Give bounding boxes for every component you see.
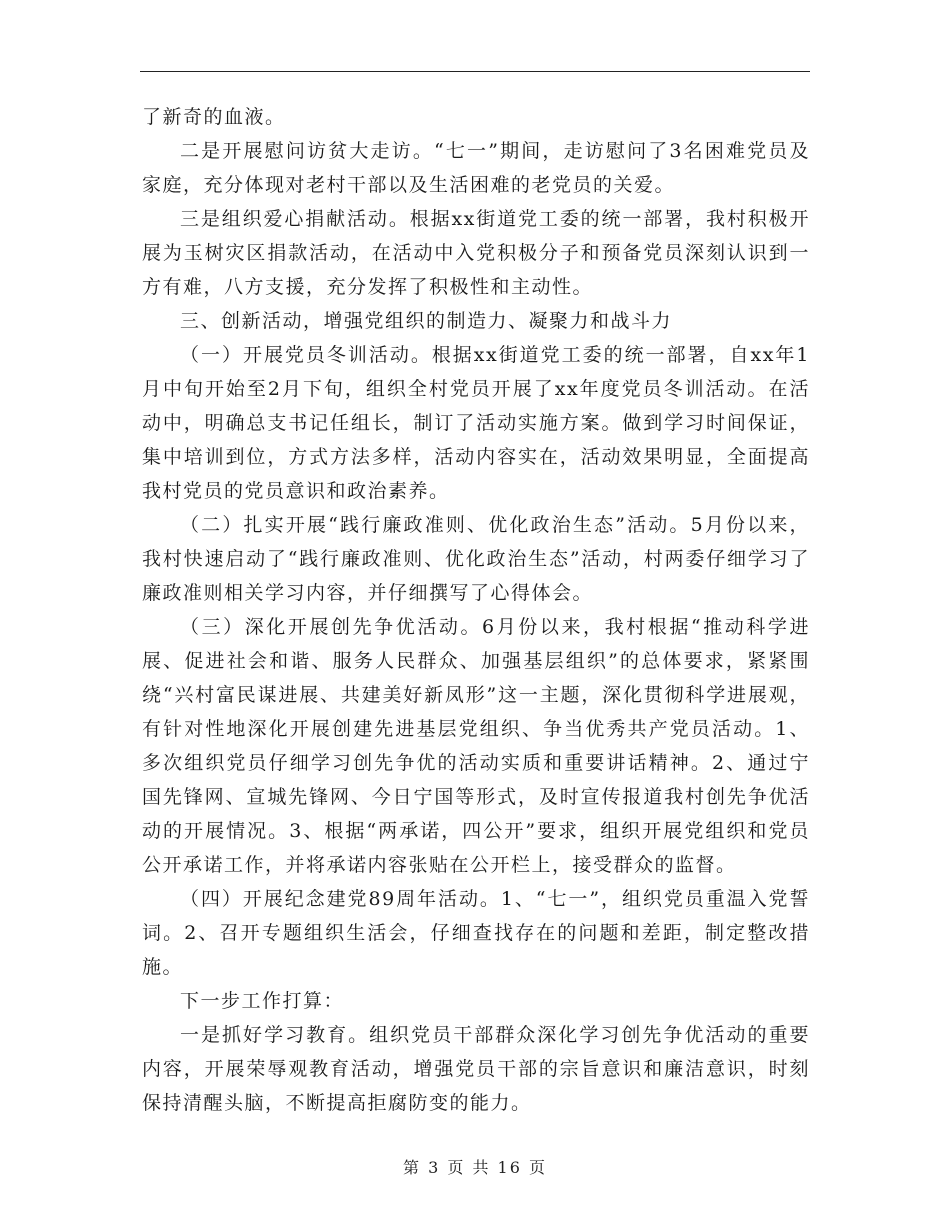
- page-number-footer: 第 3 页 共 16 页: [403, 1158, 547, 1177]
- header-rule: [140, 71, 810, 72]
- paragraph-donation: 三是组织爱心捐献活动。根据xx街道党工委的统一部署，我村积极开展为玉树灾区捐款活动，在活动中入党积极分子和预备党员深刻认识到一方有难，八方支援，充分发挥了积极性和主动性。: [142, 208, 810, 298]
- paragraph-anniversary: （四）开展纪念建党89周年活动。1、“七一”，组织党员重温入党誓词。2、召开专题组织生活会，仔细查找存在的问题和差距，制定整改措施。: [142, 888, 810, 978]
- section-heading-innovation: 三、创新活动，增强党组织的制造力、凝聚力和战斗力: [180, 310, 673, 332]
- document-body: [142, 100, 810, 1120]
- paragraph-next-steps-heading: 下一步工作打算：: [180, 990, 345, 1012]
- paragraph-study-education: 一是抓好学习教育。组织党员干部群众深化学习创先争优活动的重要内容，开展荣辱观教育活动，增强党员干部的宗旨意识和廉洁意识，时刻保持清醒头脑，不断提高拒腐防变的能力。: [142, 1024, 810, 1114]
- paragraph-continuation: 了新奇的血液。: [142, 106, 286, 128]
- paragraph-winter-training: （一）开展党员冬训活动。根据xx街道党工委的统一部署，自xx年1月中旬开始至2月下旬，组织全村党员开展了xx年度党员冬训活动。在活动中，明确总支书记任组长，制订了活动实施方案。做到学习时间保证，集中培训到位，方式方法多样，活动内容实在，活动效果明显，全面提高我村党员的党员意识和政治素养。: [142, 344, 810, 502]
- paragraph-visit-poor: 二是开展慰问访贫大走访。“七一”期间，走访慰问了3名困难党员及家庭，充分体现对老村干部以及生活困难的老党员的关爱。: [142, 140, 810, 196]
- paragraph-integrity: （二）扎实开展“践行廉政准则、优化政治生态”活动。5月份以来，我村快速启动了“践行廉政准则、优化政治生态”活动，村两委仔细学习了廉政准则相关学习内容，并仔细撰写了心得体会。: [142, 514, 810, 604]
- paragraph-excellence: （三）深化开展创先争优活动。6月份以来，我村根据“推动科学进展、促进社会和谐、服务人民群众、加强基层组织”的总体要求，紧紧围绕“兴村富民谋进展、共建美好新凤形”这一主题，深化贯彻科学进展观，有针对性地深化开展创建先进基层党组织、争当优秀共产党员活动。1、多次组织党员仔细学习创先争优的活动实质和重要讲话精神。2、通过宁国先锋网、宣城先锋网、今日宁国等形式，及时宣传报道我村创先争优活动的开展情况。3、根据“两承诺，四公开”要求，组织开展党组织和党员公开承诺工作，并将承诺内容张贴在公开栏上，接受群众的监督。: [142, 616, 810, 876]
